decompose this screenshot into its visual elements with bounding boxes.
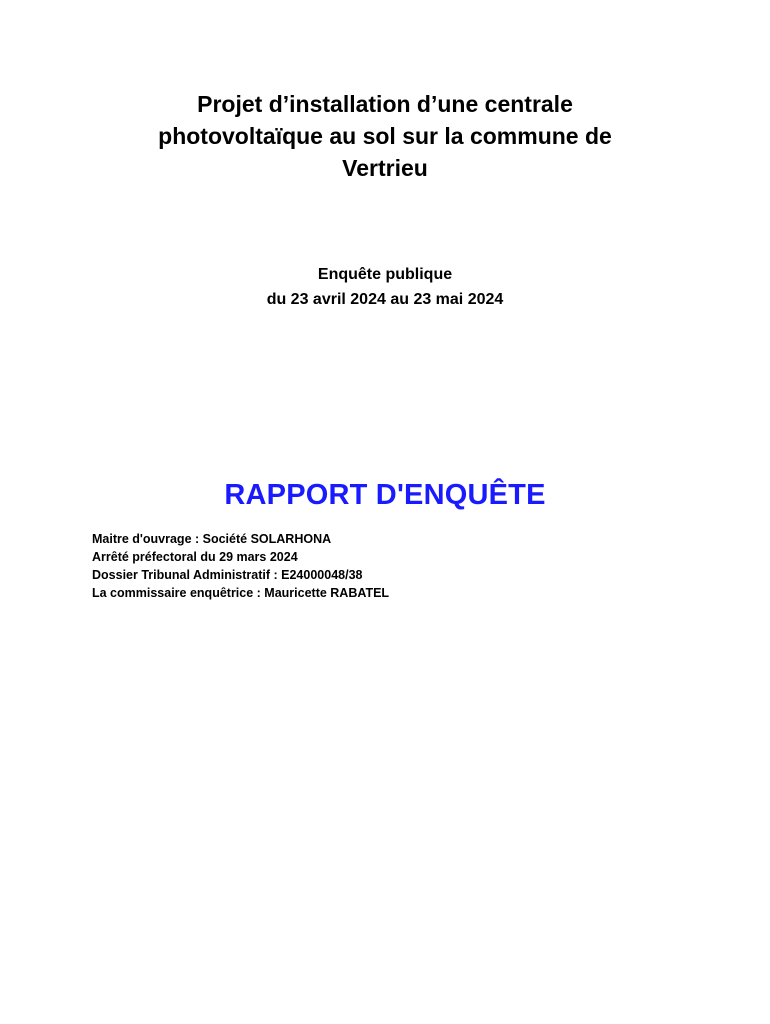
report-heading: RAPPORT D'ENQUÊTE [224, 479, 546, 511]
project-details [92, 530, 692, 602]
inquiry-dates: du 23 avril 2024 au 23 mai 2024 [266, 291, 504, 308]
detail-prefectoral-decree: Arrêté préfectoral du 29 mars 2024 [92, 550, 298, 564]
title-line-1: Projet d’installation d’une centrale [197, 91, 573, 117]
inquiry-label: Enquête publique [317, 266, 453, 283]
inquiry-info [0, 262, 770, 312]
title-line-2: photovoltaïque au sol sur la commune de [158, 123, 612, 149]
detail-commissioner: La commissaire enquêtrice : Mauricette RABATEL [92, 586, 390, 600]
detail-project-owner: Maitre d'ouvrage : Société SOLARHONA [92, 532, 332, 546]
detail-tribunal-file: Dossier Tribunal Administratif : E24000048/38 [92, 568, 363, 582]
document-title [0, 88, 770, 184]
title-line-3: Vertrieu [342, 155, 428, 181]
